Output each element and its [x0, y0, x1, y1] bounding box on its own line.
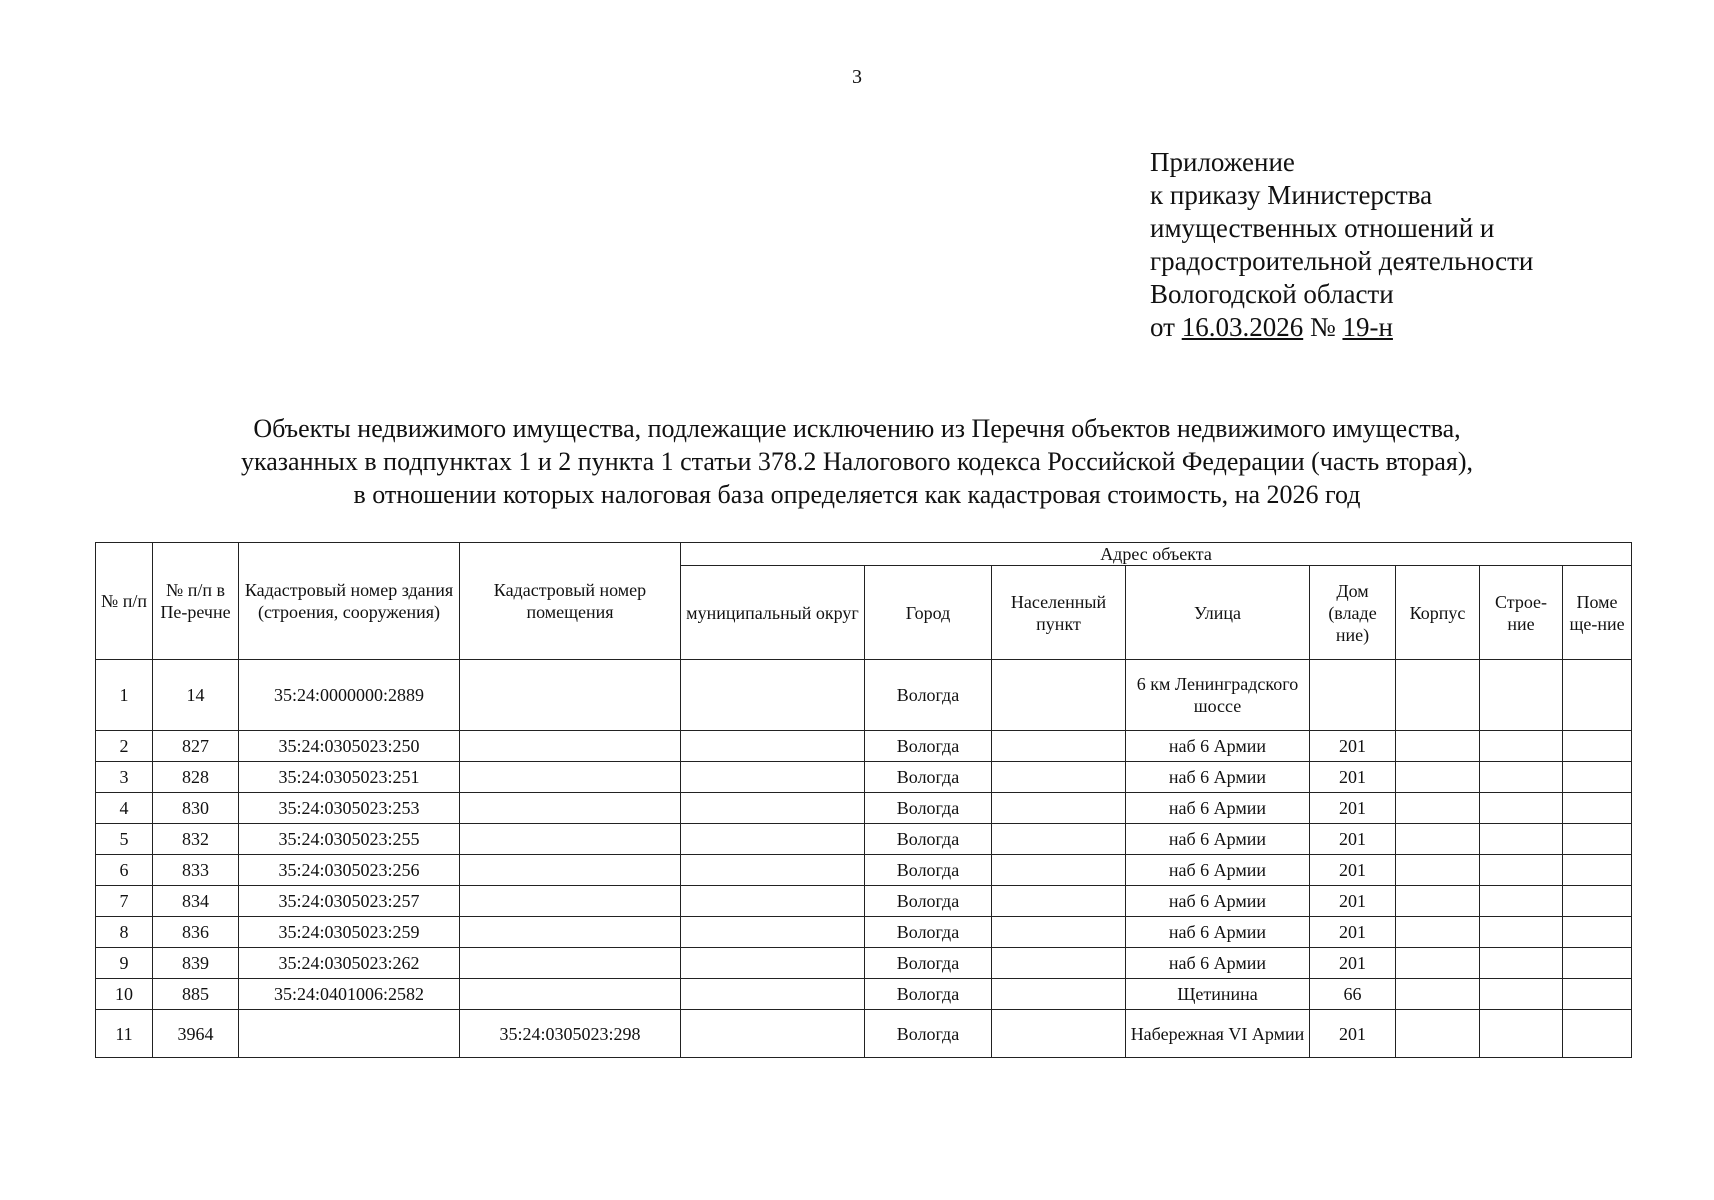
- cell-korpus: [1396, 886, 1480, 917]
- title-line: Объекты недвижимого имущества, подлежащие исключению из Перечня объектов недвижимого имущества,: [253, 414, 1461, 443]
- cell-room-cadastral: 35:24:0305023:298: [460, 1010, 681, 1058]
- cell-stroenie: [1480, 979, 1563, 1010]
- cell-street: Щетинина: [1126, 979, 1310, 1010]
- title-line: в отношении которых налоговая база определяется как кадастровая стоимость, на 2026 год: [353, 480, 1361, 509]
- cell-room-cadastral: [460, 793, 681, 824]
- order-number: 19-н: [1342, 312, 1393, 342]
- cell-list-num: 827: [153, 731, 239, 762]
- document-title: [80, 412, 1634, 511]
- cell-room-cadastral: [460, 731, 681, 762]
- cell-num: 7: [96, 886, 153, 917]
- cell-settlement: [992, 824, 1126, 855]
- cell-city: Вологда: [865, 660, 992, 731]
- header-stroenie: Строе-ние: [1480, 566, 1563, 660]
- table-row: [96, 948, 1632, 979]
- cell-korpus: [1396, 660, 1480, 731]
- cell-pomeshchenie: [1563, 824, 1632, 855]
- cell-building-cadastral: 35:24:0305023:253: [239, 793, 460, 824]
- cell-korpus: [1396, 979, 1480, 1010]
- cell-num: 5: [96, 824, 153, 855]
- cell-house: 66: [1310, 979, 1396, 1010]
- header-city: Город: [865, 566, 992, 660]
- cell-street: наб 6 Армии: [1126, 855, 1310, 886]
- cell-street: наб 6 Армии: [1126, 917, 1310, 948]
- appendix-block: [1150, 146, 1533, 344]
- order-date: 16.03.2026: [1181, 312, 1304, 342]
- cell-city: Вологда: [865, 762, 992, 793]
- cell-num: 6: [96, 855, 153, 886]
- header-room-cadastral: Кадастровый номер помещения: [460, 543, 681, 660]
- cell-house: 201: [1310, 762, 1396, 793]
- cell-street: наб 6 Армии: [1126, 731, 1310, 762]
- cell-street: наб 6 Армии: [1126, 793, 1310, 824]
- cell-korpus: [1396, 855, 1480, 886]
- cell-building-cadastral: 35:24:0305023:257: [239, 886, 460, 917]
- cell-settlement: [992, 660, 1126, 731]
- cell-settlement: [992, 731, 1126, 762]
- cell-list-num: 830: [153, 793, 239, 824]
- cell-num: 10: [96, 979, 153, 1010]
- cell-num: 8: [96, 917, 153, 948]
- cell-stroenie: [1480, 731, 1563, 762]
- cell-num: 3: [96, 762, 153, 793]
- cell-settlement: [992, 1010, 1126, 1058]
- cell-city: Вологда: [865, 886, 992, 917]
- cell-korpus: [1396, 917, 1480, 948]
- cell-building-cadastral: 35:24:0305023:250: [239, 731, 460, 762]
- table-row: [96, 886, 1632, 917]
- cell-settlement: [992, 762, 1126, 793]
- header-street: Улица: [1126, 566, 1310, 660]
- order-number-sign: №: [1309, 312, 1336, 342]
- cell-settlement: [992, 886, 1126, 917]
- cell-building-cadastral: [239, 1010, 460, 1058]
- cell-list-num: 828: [153, 762, 239, 793]
- cell-pomeshchenie: [1563, 1010, 1632, 1058]
- cell-stroenie: [1480, 824, 1563, 855]
- cell-room-cadastral: [460, 762, 681, 793]
- cell-street: наб 6 Армии: [1126, 824, 1310, 855]
- order-reference: [1150, 311, 1533, 344]
- cell-building-cadastral: 35:24:0305023:259: [239, 917, 460, 948]
- cell-house: 201: [1310, 948, 1396, 979]
- header-list-num: № п/п в Пе-речне: [153, 543, 239, 660]
- cell-house: 201: [1310, 824, 1396, 855]
- cell-pomeshchenie: [1563, 731, 1632, 762]
- cell-city: Вологда: [865, 793, 992, 824]
- cell-city: Вологда: [865, 917, 992, 948]
- cell-city: Вологда: [865, 824, 992, 855]
- cell-district: [681, 886, 865, 917]
- appendix-line: Приложение: [1150, 147, 1295, 177]
- cell-street: наб 6 Армии: [1126, 886, 1310, 917]
- cell-building-cadastral: 35:24:0305023:256: [239, 855, 460, 886]
- cell-pomeshchenie: [1563, 660, 1632, 731]
- cell-district: [681, 979, 865, 1010]
- cell-pomeshchenie: [1563, 793, 1632, 824]
- cell-building-cadastral: 35:24:0401006:2582: [239, 979, 460, 1010]
- cell-korpus: [1396, 731, 1480, 762]
- cell-district: [681, 948, 865, 979]
- cell-house: 201: [1310, 1010, 1396, 1058]
- appendix-line: Вологодской области: [1150, 279, 1394, 309]
- cell-num: 9: [96, 948, 153, 979]
- cell-room-cadastral: [460, 660, 681, 731]
- cell-district: [681, 824, 865, 855]
- cell-district: [681, 762, 865, 793]
- header-address-group: Адрес объекта: [681, 543, 1632, 566]
- objects-table: [95, 542, 1632, 1058]
- cell-house: 201: [1310, 855, 1396, 886]
- cell-city: Вологда: [865, 855, 992, 886]
- table-header-row: [96, 543, 1632, 566]
- order-prefix: от: [1150, 312, 1175, 342]
- cell-room-cadastral: [460, 979, 681, 1010]
- cell-num: 11: [96, 1010, 153, 1058]
- cell-room-cadastral: [460, 824, 681, 855]
- cell-street: Набережная VI Армии: [1126, 1010, 1310, 1058]
- cell-list-num: 832: [153, 824, 239, 855]
- cell-building-cadastral: 35:24:0000000:2889: [239, 660, 460, 731]
- cell-list-num: 885: [153, 979, 239, 1010]
- cell-korpus: [1396, 948, 1480, 979]
- cell-list-num: 14: [153, 660, 239, 731]
- cell-list-num: 834: [153, 886, 239, 917]
- cell-settlement: [992, 948, 1126, 979]
- cell-city: Вологда: [865, 948, 992, 979]
- cell-building-cadastral: 35:24:0305023:262: [239, 948, 460, 979]
- cell-pomeshchenie: [1563, 917, 1632, 948]
- appendix-line: градостроительной деятельности: [1150, 246, 1534, 276]
- table-row: [96, 917, 1632, 948]
- table-row: [96, 824, 1632, 855]
- cell-pomeshchenie: [1563, 886, 1632, 917]
- cell-street: наб 6 Армии: [1126, 762, 1310, 793]
- cell-room-cadastral: [460, 917, 681, 948]
- cell-house: 201: [1310, 917, 1396, 948]
- cell-district: [681, 855, 865, 886]
- cell-pomeshchenie: [1563, 855, 1632, 886]
- cell-room-cadastral: [460, 886, 681, 917]
- table-row: [96, 1010, 1632, 1058]
- title-line: указанных в подпунктах 1 и 2 пункта 1 статьи 378.2 Налогового кодекса Российской Федерации (часть вторая),: [241, 447, 1473, 476]
- header-building-cadastral: Кадастровый номер здания (строения, сооружения): [239, 543, 460, 660]
- table-row: [96, 660, 1632, 731]
- cell-korpus: [1396, 1010, 1480, 1058]
- cell-district: [681, 731, 865, 762]
- cell-num: 4: [96, 793, 153, 824]
- cell-city: Вологда: [865, 731, 992, 762]
- cell-stroenie: [1480, 1010, 1563, 1058]
- cell-settlement: [992, 979, 1126, 1010]
- table-row: [96, 731, 1632, 762]
- cell-building-cadastral: 35:24:0305023:255: [239, 824, 460, 855]
- header-district: муниципальный округ: [681, 566, 865, 660]
- cell-pomeshchenie: [1563, 762, 1632, 793]
- cell-street: наб 6 Армии: [1126, 948, 1310, 979]
- header-num: № п/п: [96, 543, 153, 660]
- appendix-line: к приказу Министерства: [1150, 180, 1433, 210]
- cell-building-cadastral: 35:24:0305023:251: [239, 762, 460, 793]
- cell-pomeshchenie: [1563, 979, 1632, 1010]
- header-pomeshchenie: Поме ще-ние: [1563, 566, 1632, 660]
- cell-district: [681, 917, 865, 948]
- cell-settlement: [992, 855, 1126, 886]
- cell-street: 6 км Ленинградского шоссе: [1126, 660, 1310, 731]
- cell-stroenie: [1480, 948, 1563, 979]
- cell-korpus: [1396, 793, 1480, 824]
- cell-house: 201: [1310, 731, 1396, 762]
- page-number: 3: [852, 66, 862, 88]
- cell-district: [681, 793, 865, 824]
- cell-room-cadastral: [460, 948, 681, 979]
- header-house: Дом (владе ние): [1310, 566, 1396, 660]
- cell-city: Вологда: [865, 1010, 992, 1058]
- cell-korpus: [1396, 762, 1480, 793]
- cell-stroenie: [1480, 762, 1563, 793]
- cell-settlement: [992, 793, 1126, 824]
- cell-stroenie: [1480, 660, 1563, 731]
- table-row: [96, 979, 1632, 1010]
- cell-house: 201: [1310, 793, 1396, 824]
- cell-room-cadastral: [460, 855, 681, 886]
- cell-stroenie: [1480, 917, 1563, 948]
- cell-korpus: [1396, 824, 1480, 855]
- cell-list-num: 3964: [153, 1010, 239, 1058]
- cell-num: 1: [96, 660, 153, 731]
- cell-list-num: 836: [153, 917, 239, 948]
- cell-stroenie: [1480, 886, 1563, 917]
- cell-district: [681, 660, 865, 731]
- cell-pomeshchenie: [1563, 948, 1632, 979]
- table-row: [96, 762, 1632, 793]
- cell-house: 201: [1310, 886, 1396, 917]
- header-settlement: Населенный пункт: [992, 566, 1126, 660]
- cell-stroenie: [1480, 793, 1563, 824]
- header-korpus: Корпус: [1396, 566, 1480, 660]
- cell-num: 2: [96, 731, 153, 762]
- cell-settlement: [992, 917, 1126, 948]
- cell-district: [681, 1010, 865, 1058]
- table-row: [96, 855, 1632, 886]
- cell-list-num: 833: [153, 855, 239, 886]
- table-row: [96, 793, 1632, 824]
- appendix-line: имущественных отношений и: [1150, 213, 1495, 243]
- cell-list-num: 839: [153, 948, 239, 979]
- cell-stroenie: [1480, 855, 1563, 886]
- cell-city: Вологда: [865, 979, 992, 1010]
- cell-house: [1310, 660, 1396, 731]
